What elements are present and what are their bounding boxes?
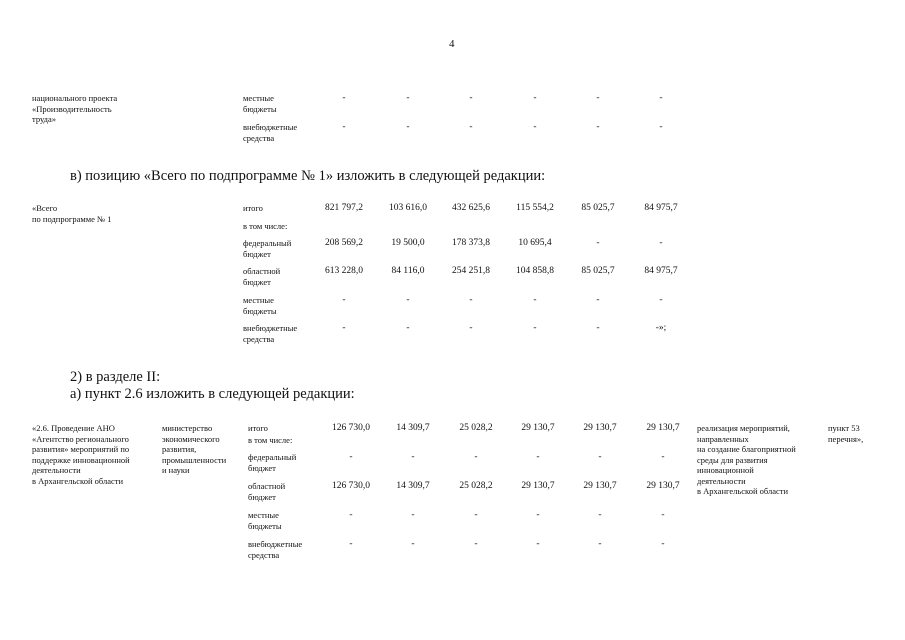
value-cell: -	[406, 323, 410, 333]
page-number: 4	[449, 38, 455, 50]
row-label	[243, 203, 263, 214]
value-cell: 126 730,0	[332, 423, 370, 433]
value-cell: 29 130,7	[646, 481, 680, 491]
value-cell: -	[659, 93, 663, 103]
row-label-line: местные	[243, 93, 274, 103]
block3-col1-line: поддержке инновационной	[32, 454, 130, 465]
block3-col1	[32, 423, 130, 486]
value-cell: -	[659, 122, 663, 132]
value-cell: -	[536, 539, 540, 549]
row-label-line: итого	[243, 203, 263, 213]
value-cell: -	[536, 510, 540, 520]
block3-result-line: реализация мероприятий,	[697, 423, 790, 433]
value-cell: -	[533, 323, 537, 333]
block1-left-text	[32, 93, 117, 125]
value-cell: 115 554,2	[516, 203, 554, 213]
block3-result-line: среды для развития	[697, 454, 768, 465]
block3-result-line: направленных	[697, 433, 749, 444]
row-label	[243, 266, 280, 287]
value-cell: 821 797,2	[325, 203, 363, 213]
value-cell: -	[469, 122, 473, 132]
value-cell: 14 309,7	[396, 423, 430, 433]
value-cell: -	[533, 295, 537, 305]
value-cell: -	[342, 323, 346, 333]
value-cell: 19 500,0	[391, 238, 425, 248]
row-label-line: бюджет	[248, 491, 276, 502]
block3-ref	[828, 423, 863, 444]
value-cell: -	[342, 295, 346, 305]
block3-result-line: в Архангельской области	[697, 486, 789, 496]
value-cell: -	[411, 539, 415, 549]
row-label	[248, 539, 302, 560]
value-cell: -	[536, 452, 540, 462]
value-cell: 85 025,7	[581, 266, 615, 276]
block3-col2-line: экономического	[162, 433, 220, 444]
row-label	[248, 435, 292, 446]
value-cell: 29 130,7	[583, 481, 617, 491]
row-label	[248, 510, 282, 531]
value-cell: -	[596, 122, 600, 132]
row-label-line: местные	[243, 295, 274, 305]
block3-col1-line: в Архангельской области	[32, 475, 124, 486]
value-cell: -	[474, 452, 478, 462]
value-cell: 208 569,2	[325, 238, 363, 248]
value-cell: -	[533, 122, 537, 132]
block3-col2-line: и науки	[162, 465, 190, 475]
row-label	[243, 295, 277, 316]
value-cell: -	[342, 93, 346, 103]
row-label-line: бюджеты	[243, 103, 277, 114]
block1-left-line: труда»	[32, 114, 57, 124]
value-cell: -	[469, 295, 473, 305]
row-label	[248, 481, 285, 502]
block3-result-line: на создание благоприятной	[697, 444, 796, 454]
block3-result-line: деятельности	[697, 475, 746, 486]
value-cell: -	[596, 93, 600, 103]
row-label	[248, 452, 296, 473]
block3-col1-line: «Агентство регионального	[32, 433, 129, 444]
row-label	[243, 93, 277, 114]
row-label	[243, 323, 297, 344]
row-label	[243, 122, 297, 143]
value-cell: -	[533, 93, 537, 103]
value-cell: -	[349, 510, 353, 520]
value-cell: 84 975,7	[644, 266, 678, 276]
value-cell: -	[598, 539, 602, 549]
value-cell: -	[659, 238, 663, 248]
value-cell: -	[596, 238, 600, 248]
block3-ref-line: перечня»,	[828, 433, 864, 444]
block3-col2	[162, 423, 226, 476]
value-cell: -	[411, 510, 415, 520]
value-cell: -	[349, 452, 353, 462]
value-cell: 29 130,7	[521, 481, 555, 491]
block3-col1-line: развития» мероприятий по	[32, 444, 130, 454]
block3-ref-line: пункт 53	[828, 423, 860, 433]
row-label	[248, 423, 268, 434]
value-cell: 29 130,7	[521, 423, 555, 433]
block1-left-line: «Производительность	[32, 103, 112, 114]
block3-result-line: инновационной	[697, 465, 754, 475]
row-label-line: внебюджетные	[248, 539, 303, 549]
row-label-line: средства	[243, 333, 275, 344]
value-cell: -	[661, 539, 665, 549]
block3-result	[697, 423, 796, 497]
value-cell: -	[469, 323, 473, 333]
value-cell: -	[406, 122, 410, 132]
value-cell: -	[596, 295, 600, 305]
value-cell: -	[659, 295, 663, 305]
heading-section-2: 2) в разделе II:	[70, 369, 161, 385]
block2-left-text	[32, 203, 112, 224]
value-cell: -	[342, 122, 346, 132]
value-cell: 85 025,7	[581, 203, 615, 213]
heading-point-a: а) пункт 2.6 изложить в следующей редакции:	[70, 386, 355, 402]
row-label-line: средства	[243, 132, 275, 143]
block3-col2-line: министерство	[162, 423, 213, 433]
block3-col1-line: деятельности	[32, 465, 81, 475]
row-label-line: бюджеты	[248, 520, 282, 531]
row-label-line: областной	[248, 481, 286, 491]
value-cell: 14 309,7	[396, 481, 430, 491]
row-label-line: федеральный	[248, 452, 297, 462]
row-label	[243, 221, 287, 232]
block2-left-line: «Всего	[32, 203, 58, 213]
value-cell: 103 616,0	[389, 203, 427, 213]
row-label-line: средства	[248, 549, 280, 560]
row-label-line: итого	[248, 423, 268, 433]
value-cell: -	[474, 510, 478, 520]
value-cell: 25 028,2	[459, 481, 493, 491]
value-cell: 613 228,0	[325, 266, 363, 276]
block2-left-line: по подпрограмме № 1	[32, 213, 112, 224]
value-cell: -»;	[655, 323, 667, 333]
value-cell: -	[474, 539, 478, 549]
row-label-line: местные	[248, 510, 279, 520]
block3-col1-line: «2.6. Проведение АНО	[32, 423, 115, 433]
value-cell: -	[469, 93, 473, 103]
value-cell: 84 116,0	[391, 266, 425, 276]
row-label-line: бюджет	[248, 462, 276, 473]
value-cell: -	[411, 452, 415, 462]
row-label-line: бюджет	[243, 276, 271, 287]
value-cell: 126 730,0	[332, 481, 370, 491]
block1-left-line: национального проекта	[32, 93, 118, 103]
heading-v: в) позицию «Всего по подпрограмме № 1» изложить в следующей редакции:	[70, 168, 546, 184]
row-label-line: в том числе:	[248, 435, 293, 445]
value-cell: 104 858,8	[516, 266, 554, 276]
row-label-line: бюджет	[243, 248, 271, 259]
value-cell: 432 625,6	[452, 203, 490, 213]
value-cell: -	[598, 452, 602, 462]
value-cell: -	[661, 452, 665, 462]
value-cell: -	[349, 539, 353, 549]
value-cell: 29 130,7	[646, 423, 680, 433]
value-cell: -	[661, 510, 665, 520]
value-cell: 178 373,8	[452, 238, 490, 248]
value-cell: 254 251,8	[452, 266, 490, 276]
block3-col2-line: развития,	[162, 444, 197, 454]
value-cell: 29 130,7	[583, 423, 617, 433]
value-cell: -	[598, 510, 602, 520]
value-cell: 84 975,7	[644, 203, 678, 213]
value-cell: -	[406, 93, 410, 103]
row-label-line: в том числе:	[243, 221, 288, 231]
value-cell: -	[596, 323, 600, 333]
value-cell: -	[406, 295, 410, 305]
row-label-line: бюджеты	[243, 305, 277, 316]
row-label-line: областной	[243, 266, 281, 276]
row-label	[243, 238, 291, 259]
row-label-line: внебюджетные	[243, 323, 298, 333]
row-label-line: внебюджетные	[243, 122, 298, 132]
value-cell: 25 028,2	[459, 423, 493, 433]
row-label-line: федеральный	[243, 238, 292, 248]
value-cell: 10 695,4	[518, 238, 552, 248]
block3-col2-line: промышленности	[162, 454, 227, 465]
